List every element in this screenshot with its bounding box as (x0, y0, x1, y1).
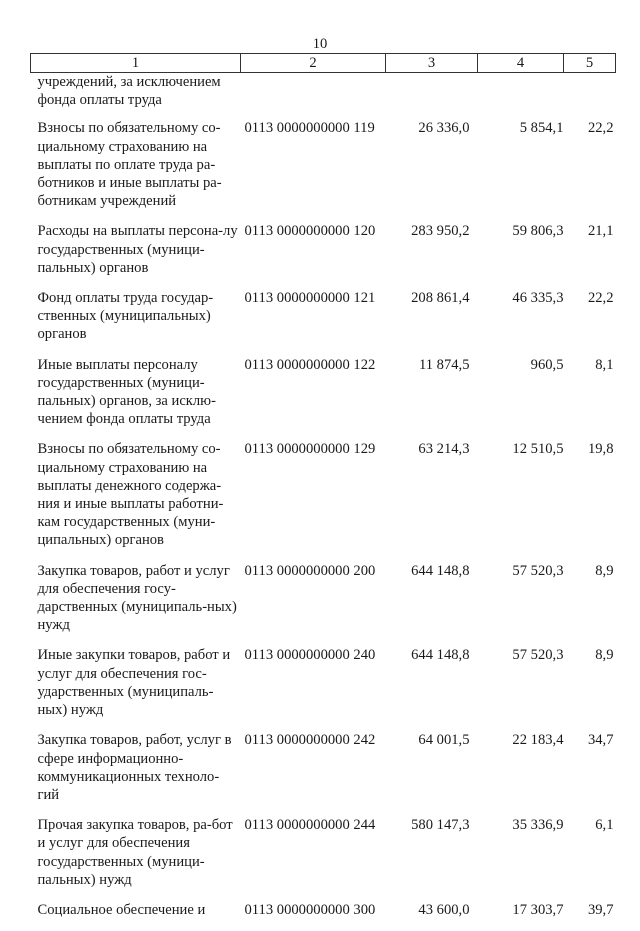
actual-amount-cell: 46 335,3 (478, 289, 564, 356)
table-row (31, 289, 616, 356)
column-header-1: 1 (31, 54, 241, 73)
budget-code-cell: 0113 0000000000 244 (241, 816, 386, 901)
actual-amount-cell: 57 520,3 (478, 646, 564, 731)
execution-percent-cell: 6,1 (564, 816, 616, 901)
table-row (31, 562, 616, 647)
table-row (31, 646, 616, 731)
budget-code-cell: 0113 0000000000 121 (241, 289, 386, 356)
table-row (31, 440, 616, 561)
planned-amount-cell: 580 147,3 (386, 816, 478, 901)
execution-percent-cell: 8,1 (564, 356, 616, 441)
table-row (31, 731, 616, 816)
table-body (31, 73, 616, 931)
actual-amount-cell: 22 183,4 (478, 731, 564, 816)
expense-name-cell: Взносы по обязательному со-циальному страхованию на выплаты по оплате труда ра-ботников и иные выплаты ра-ботникам учреждений (31, 119, 241, 222)
execution-percent-cell: 22,2 (564, 119, 616, 222)
planned-amount-cell: 208 861,4 (386, 289, 478, 356)
actual-amount-cell: 5 854,1 (478, 119, 564, 222)
execution-percent-cell: 8,9 (564, 646, 616, 731)
table-row (31, 222, 616, 289)
execution-percent-cell: 22,2 (564, 289, 616, 356)
planned-amount-cell: 26 336,0 (386, 119, 478, 222)
expense-name-cell: Закупка товаров, работ и услуг для обеспечения госу-дарственных (муниципаль-ных) нужд (31, 562, 241, 647)
expense-name-cell: Фонд оплаты труда государ-ственных (муниципальных) органов (31, 289, 241, 356)
expense-name-cell: учреждений, за исключением фонда оплаты труда (31, 73, 241, 120)
budget-code-cell: 0113 0000000000 200 (241, 562, 386, 647)
column-header-3: 3 (386, 54, 478, 73)
expense-name-cell: Иные выплаты персоналу государственных (муници-пальных) органов, за исклю-чением фонда оплаты труда (31, 356, 241, 441)
table-row (31, 901, 616, 931)
budget-code-cell: 0113 0000000000 240 (241, 646, 386, 731)
budget-code-cell: 0113 0000000000 120 (241, 222, 386, 289)
planned-amount-cell: 63 214,3 (386, 440, 478, 561)
column-header-5: 5 (564, 54, 616, 73)
budget-code-cell (241, 73, 386, 120)
planned-amount-cell: 11 874,5 (386, 356, 478, 441)
execution-percent-cell: 8,9 (564, 562, 616, 647)
budget-code-cell: 0113 0000000000 122 (241, 356, 386, 441)
budget-code-cell: 0113 0000000000 300 (241, 901, 386, 931)
planned-amount-cell: 283 950,2 (386, 222, 478, 289)
planned-amount-cell (386, 73, 478, 120)
budget-code-cell: 0113 0000000000 129 (241, 440, 386, 561)
table-header (31, 54, 616, 73)
actual-amount-cell: 12 510,5 (478, 440, 564, 561)
page-number: 10 (0, 35, 640, 53)
execution-percent-cell (564, 73, 616, 120)
actual-amount-cell (478, 73, 564, 120)
actual-amount-cell: 35 336,9 (478, 816, 564, 901)
expense-name-cell: Расходы на выплаты персона-лу государственных (муници-пальных) органов (31, 222, 241, 289)
actual-amount-cell: 960,5 (478, 356, 564, 441)
planned-amount-cell: 43 600,0 (386, 901, 478, 931)
actual-amount-cell: 57 520,3 (478, 562, 564, 647)
actual-amount-cell: 17 303,7 (478, 901, 564, 931)
budget-code-cell: 0113 0000000000 119 (241, 119, 386, 222)
header-row (31, 54, 616, 73)
execution-percent-cell: 19,8 (564, 440, 616, 561)
planned-amount-cell: 64 001,5 (386, 731, 478, 816)
budget-code-cell: 0113 0000000000 242 (241, 731, 386, 816)
execution-percent-cell: 21,1 (564, 222, 616, 289)
expense-name-cell: Закупка товаров, работ, услуг в сфере информационно-коммуникационных техноло-гий (31, 731, 241, 816)
actual-amount-cell: 59 806,3 (478, 222, 564, 289)
budget-table (30, 53, 616, 931)
planned-amount-cell: 644 148,8 (386, 562, 478, 647)
table-row (31, 119, 616, 222)
table-row (31, 816, 616, 901)
column-header-4: 4 (478, 54, 564, 73)
expense-name-cell: Прочая закупка товаров, ра-бот и услуг для обеспечения государственных (муници-пальных) нужд (31, 816, 241, 901)
table-row (31, 73, 616, 120)
expense-name-cell: Взносы по обязательному со-циальному страхованию на выплаты денежного содержа-ния и иные выплаты работни-кам государственных (муни-ципальных) органов (31, 440, 241, 561)
expense-name-cell: Иные закупки товаров, работ и услуг для обеспечения гос-ударственных (муниципаль-ных) нужд (31, 646, 241, 731)
column-header-2: 2 (241, 54, 386, 73)
table-row (31, 356, 616, 441)
execution-percent-cell: 39,7 (564, 901, 616, 931)
execution-percent-cell: 34,7 (564, 731, 616, 816)
expense-name-cell: Социальное обеспечение и (31, 901, 241, 931)
planned-amount-cell: 644 148,8 (386, 646, 478, 731)
